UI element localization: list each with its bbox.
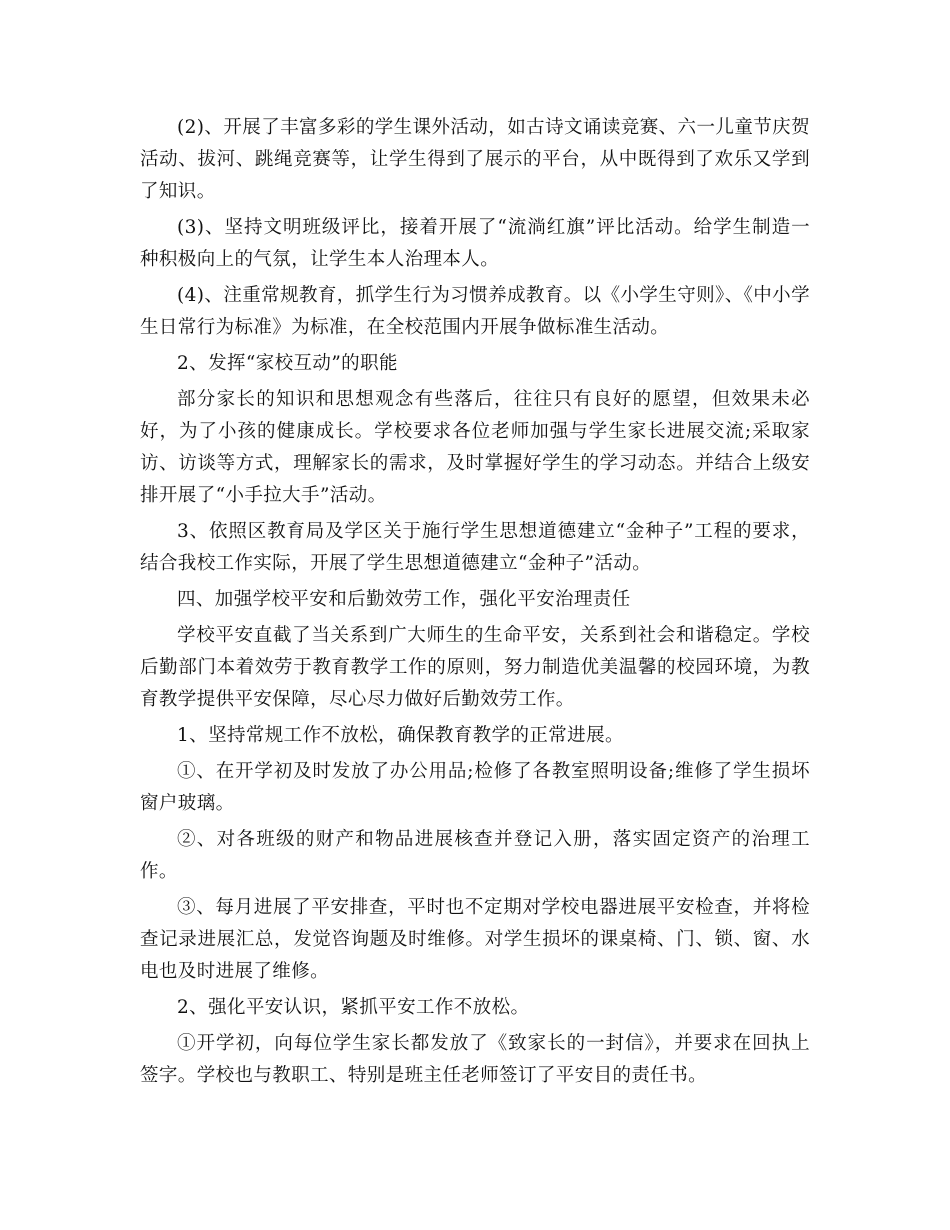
paragraph-activities: (2)、开展了丰富多彩的学生课外活动，如古诗文诵读竞赛、六一儿童节庆贺活动、拔河、跳绳竞赛等，让学生得到了展示的平台，从中既得到了欢乐又学到了知识。 [140,117,810,202]
paragraph-class-evaluation: (3)、坚持文明班级评比，接着开展了“流淌红旗”评比活动。给学生制造一种积极向上的气氛，让学生本人治理本人。 [140,217,810,270]
paragraph-routine-education: (4)、注重常规教育，抓学生行为习惯养成教育。以《小学生守则》、《中小学生日常行为标准》为标准，在全校范围内开展争做标准生活动。 [140,285,810,338]
paragraph-parent-letter: ①开学初，向每位学生家长都发放了《致家长的一封信》，并要求在回执上签字。学校也与教职工、特别是班主任老师签订了平安目的责任书。 [140,1033,810,1086]
paragraph-safety-intro: 学校平安直截了当关系到广大师生的生命平安，关系到社会和谐稳定。学校后勤部门本着效劳于教育教学工作的原则，努力制造优美温馨的校园环境，为教育教学提供平安保障，尽心尽力做好后勤效劳工作。 [140,625,810,710]
paragraph-supplies: ①、在开学初及时发放了办公用品;检修了各教室照明设备;维修了学生损坏窗户玻璃。 [140,761,810,814]
paragraph-inspection: ③、每月进展了平安排查，平时也不定期对学校电器进展平安检查，并将检查记录进展汇总，发觉咨询题及时维修。对学生损坏的课桌椅、门、锁、窗、水电也及时进展了维修。 [140,897,810,982]
document-body [140,112,810,1096]
heading-safety-logistics: 四、加强学校平安和后勤效劳工作，强化平安治理责任 [177,589,631,610]
paragraph-golden-seed: 3、依照区教育局及学区关于施行学生思想道德建立“金种子”工程的要求，结合我校工作实际，开展了学生思想道德建立“金种子”活动。 [140,521,810,574]
heading-home-school: 2、发挥“家校互动”的职能 [177,353,398,374]
heading-safety-awareness: 2、强化平安认识，紧抓平安工作不放松。 [177,997,530,1018]
paragraph-assets: ②、对各班级的财产和物品进展核查并登记入册，落实固定资产的治理工作。 [140,829,810,882]
heading-routine-work: 1、坚持常规工作不放松，确保教育教学的正常进展。 [177,725,624,746]
paragraph-parents: 部分家长的知识和思想观念有些落后，往往只有良好的愿望，但效果未必好，为了小孩的健康成长。学校要求各位老师加强与学生家长进展交流;采取家访、访谈等方式，理解家长的需求，及时掌握好学生的学习动态。并结合上级安排开展了“小手拉大手”活动。 [140,389,810,506]
